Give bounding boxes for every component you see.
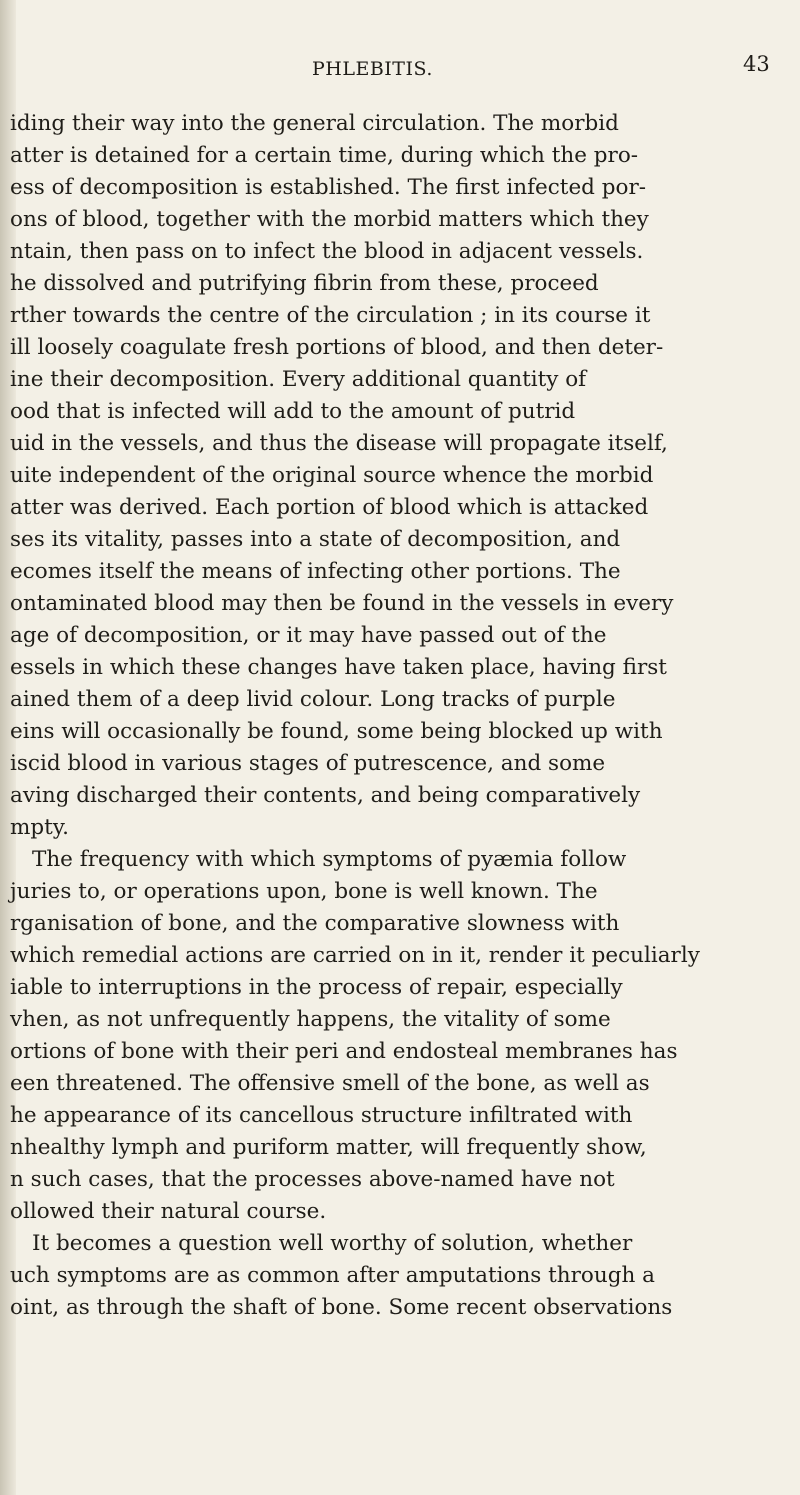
- running-title: PHLEBITIS.: [312, 58, 433, 80]
- text-line: which remedial actions are carried on in it, render it peculiarly: [10, 943, 700, 968]
- text-line: ood that is infected will add to the amount of putrid: [10, 399, 576, 424]
- text-line: eins will occasionally be found, some being blocked up with: [10, 719, 663, 744]
- page-number: 43: [743, 52, 770, 76]
- text-line: aving discharged their contents, and being comparatively: [10, 783, 641, 808]
- text-line: he dissolved and putrifying fibrin from these, proceed: [10, 271, 599, 296]
- text-line: nhealthy lymph and puriform matter, will frequently show,: [10, 1135, 647, 1160]
- running-head: [0, 52, 800, 88]
- text-line: ses its vitality, passes into a state of decomposition, and: [10, 527, 621, 552]
- text-line: vhen, as not unfrequently happens, the vitality of some: [10, 1007, 611, 1032]
- text-line: ess of decomposition is established. The first infected por-: [10, 175, 647, 200]
- text-line: mpty.: [10, 815, 69, 840]
- text-line: uch symptoms are as common after amputations through a: [10, 1263, 655, 1288]
- text-line: It becomes a question well worthy of solution, whether: [32, 1231, 633, 1256]
- text-line: een threatened. The offensive smell of the bone, as well as: [10, 1071, 650, 1096]
- text-line: iable to interruptions in the process of repair, especially: [10, 975, 623, 1000]
- text-line: rganisation of bone, and the comparative slowness with: [10, 911, 620, 936]
- text-line: ons of blood, together with the morbid matters which they: [10, 207, 649, 232]
- text-line: iding their way into the general circulation. The morbid: [10, 111, 619, 136]
- text-line: essels in which these changes have taken place, having first: [10, 655, 667, 680]
- text-line: oint, as through the shaft of bone. Some recent observations: [10, 1295, 673, 1320]
- text-line: uite independent of the original source whence the morbid: [10, 463, 654, 488]
- text-line: ntain, then pass on to infect the blood in adjacent vessels.: [10, 239, 644, 264]
- text-line: ollowed their natural course.: [10, 1199, 327, 1224]
- text-line: atter was derived. Each portion of blood which is attacked: [10, 495, 649, 520]
- body-text: [0, 108, 795, 1324]
- text-line: n such cases, that the processes above-named have not: [10, 1167, 615, 1192]
- text-line: age of decomposition, or it may have passed out of the: [10, 623, 607, 648]
- text-line: ecomes itself the means of infecting other portions. The: [10, 559, 621, 584]
- text-line: ained them of a deep livid colour. Long tracks of purple: [10, 687, 616, 712]
- text-line: atter is detained for a certain time, during which the pro-: [10, 143, 639, 168]
- text-line: uid in the vessels, and thus the disease will propagate itself,: [10, 431, 668, 456]
- text-line: he appearance of its cancellous structure infiltrated with: [10, 1103, 633, 1128]
- text-line: ill loosely coagulate fresh portions of blood, and then deter-: [10, 335, 664, 360]
- text-line: The frequency with which symptoms of pyæmia follow: [32, 847, 627, 872]
- text-line: ontaminated blood may then be found in the vessels in every: [10, 591, 674, 616]
- text-line: juries to, or operations upon, bone is well known. The: [10, 879, 598, 904]
- text-line: rther towards the centre of the circulation ; in its course it: [10, 303, 651, 328]
- text-line: ine their decomposition. Every additional quantity of: [10, 367, 587, 392]
- text-line: iscid blood in various stages of putrescence, and some: [10, 751, 606, 776]
- text-line: ortions of bone with their peri and endosteal membranes has: [10, 1039, 678, 1064]
